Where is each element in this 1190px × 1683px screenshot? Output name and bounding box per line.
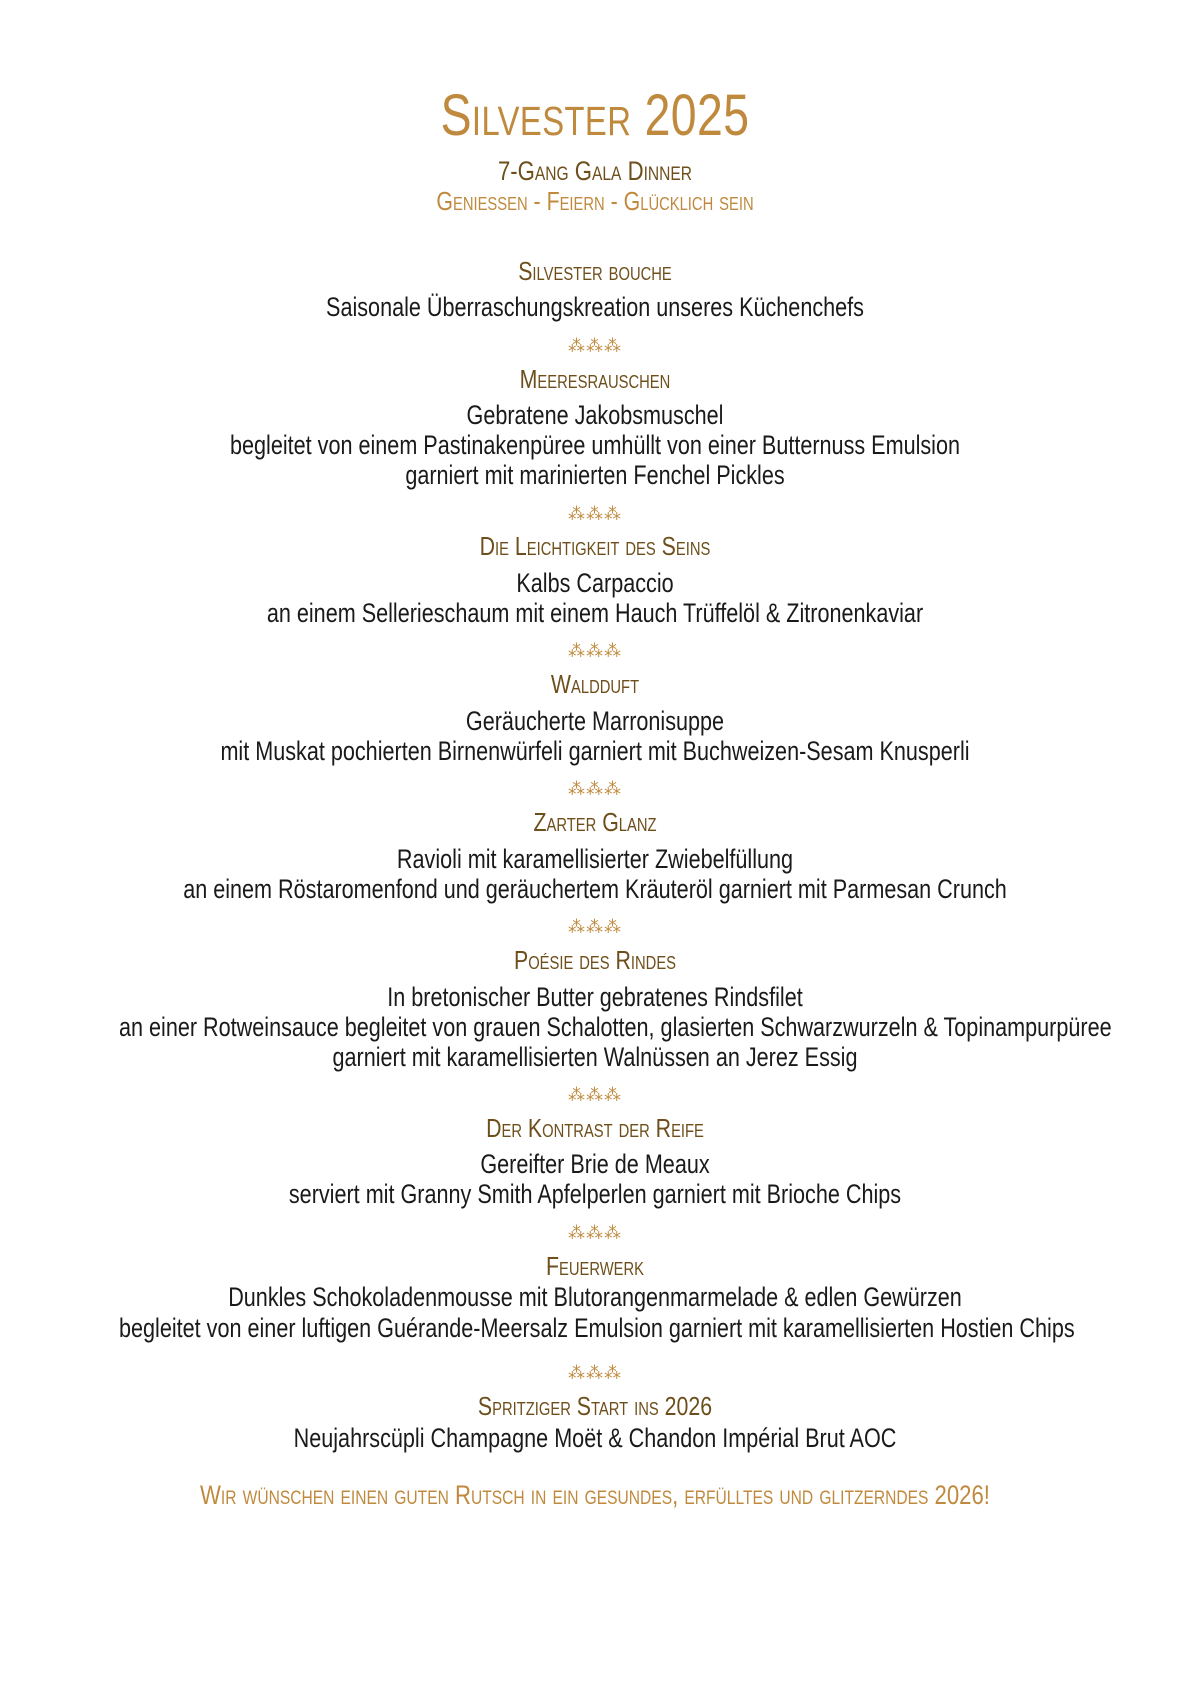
course-title: Feuerwerk — [545, 1251, 645, 1281]
course-divider: ⁂⁂⁂ — [568, 917, 622, 936]
course-title: Meeresrauschen — [519, 364, 671, 394]
menu-subtitle: 7-Gang Gala Dinner — [497, 156, 693, 186]
page-title: Silvester 2025 — [440, 83, 750, 148]
course-description-line: an einer Rotweinsauce begleitet von grauen Schalotten, glasierten Schwarzwurzeln & Topinampurpüree — [119, 1012, 1112, 1042]
course-divider: ⁂⁂⁂ — [568, 1085, 622, 1104]
course-description-line: an einem Sellerieschaum mit einem Hauch Trüffelöl & Zitronenkaviar — [266, 598, 924, 628]
course-description-line: Neujahrscüpli Champagne Moët & Chandon Impérial Brut AOC — [293, 1423, 897, 1453]
course-description-line: garniert mit marinierten Fenchel Pickles — [405, 460, 785, 490]
course-description-line: Gebratene Jakobsmuschel — [466, 400, 724, 430]
course-divider: ⁂⁂⁂ — [568, 1223, 622, 1242]
course-description-line: Geräucherte Marronisuppe — [465, 706, 725, 736]
course-description-line: Dunkles Schokoladenmousse mit Blutorangenmarmelade & edlen Gewürzen — [228, 1282, 962, 1312]
course-description-line: In bretonischer Butter gebratenes Rindsfilet — [387, 982, 803, 1012]
course-divider: ⁂⁂⁂ — [568, 641, 622, 660]
course-title: Poésie des Rindes — [513, 945, 677, 975]
course-description-line: garniert mit karamellisierten Walnüssen an Jerez Essig — [332, 1042, 858, 1072]
course-description-line: an einem Röstaromenfond und geräuchertem Kräuteröl garniert mit Parmesan Crunch — [183, 874, 1007, 904]
course-title: Waldduft — [550, 669, 640, 699]
course-title: Zarter Glanz — [533, 807, 657, 837]
course-description-line: serviert mit Granny Smith Apfelperlen garniert mit Brioche Chips — [288, 1179, 902, 1209]
course-title: Der Kontrast der Reife — [486, 1113, 704, 1143]
course-divider: ⁂⁂⁂ — [568, 336, 622, 355]
course-description-line: Saisonale Überraschungskreation unseres Küchenchefs — [326, 292, 864, 322]
course-description-line: Ravioli mit karamellisierter Zwiebelfüllung — [396, 844, 794, 874]
course-divider: ⁂⁂⁂ — [568, 779, 622, 798]
course-title: Spritziger Start ins 2026 — [477, 1391, 713, 1421]
course-divider: ⁂⁂⁂ — [568, 1363, 622, 1382]
course-description-line: mit Muskat pochierten Birnenwürfeli garniert mit Buchweizen-Sesam Knusperli — [220, 736, 970, 766]
course-title: Silvester bouche — [518, 256, 672, 286]
course-description-line: begleitet von einem Pastinakenpüree umhüllt von einer Butternuss Emulsion — [229, 430, 961, 460]
course-title: Die Leichtigkeit des Seins — [479, 531, 711, 561]
course-divider: ⁂⁂⁂ — [568, 504, 622, 523]
menu-tagline: Geniessen - Feiern - Glücklich sein — [436, 186, 754, 216]
footer-greeting: Wir wünschen einen guten Rutsch in ein gesundes, erfülltes und glitzerndes 2026! — [200, 1480, 990, 1510]
course-description-line: Gereifter Brie de Meaux — [480, 1149, 710, 1179]
course-description-line: begleitet von einer luftigen Guérande-Meersalz Emulsion garniert mit karamellisierten Hostien Chips — [119, 1313, 1075, 1343]
course-description-line: Kalbs Carpaccio — [516, 568, 674, 598]
